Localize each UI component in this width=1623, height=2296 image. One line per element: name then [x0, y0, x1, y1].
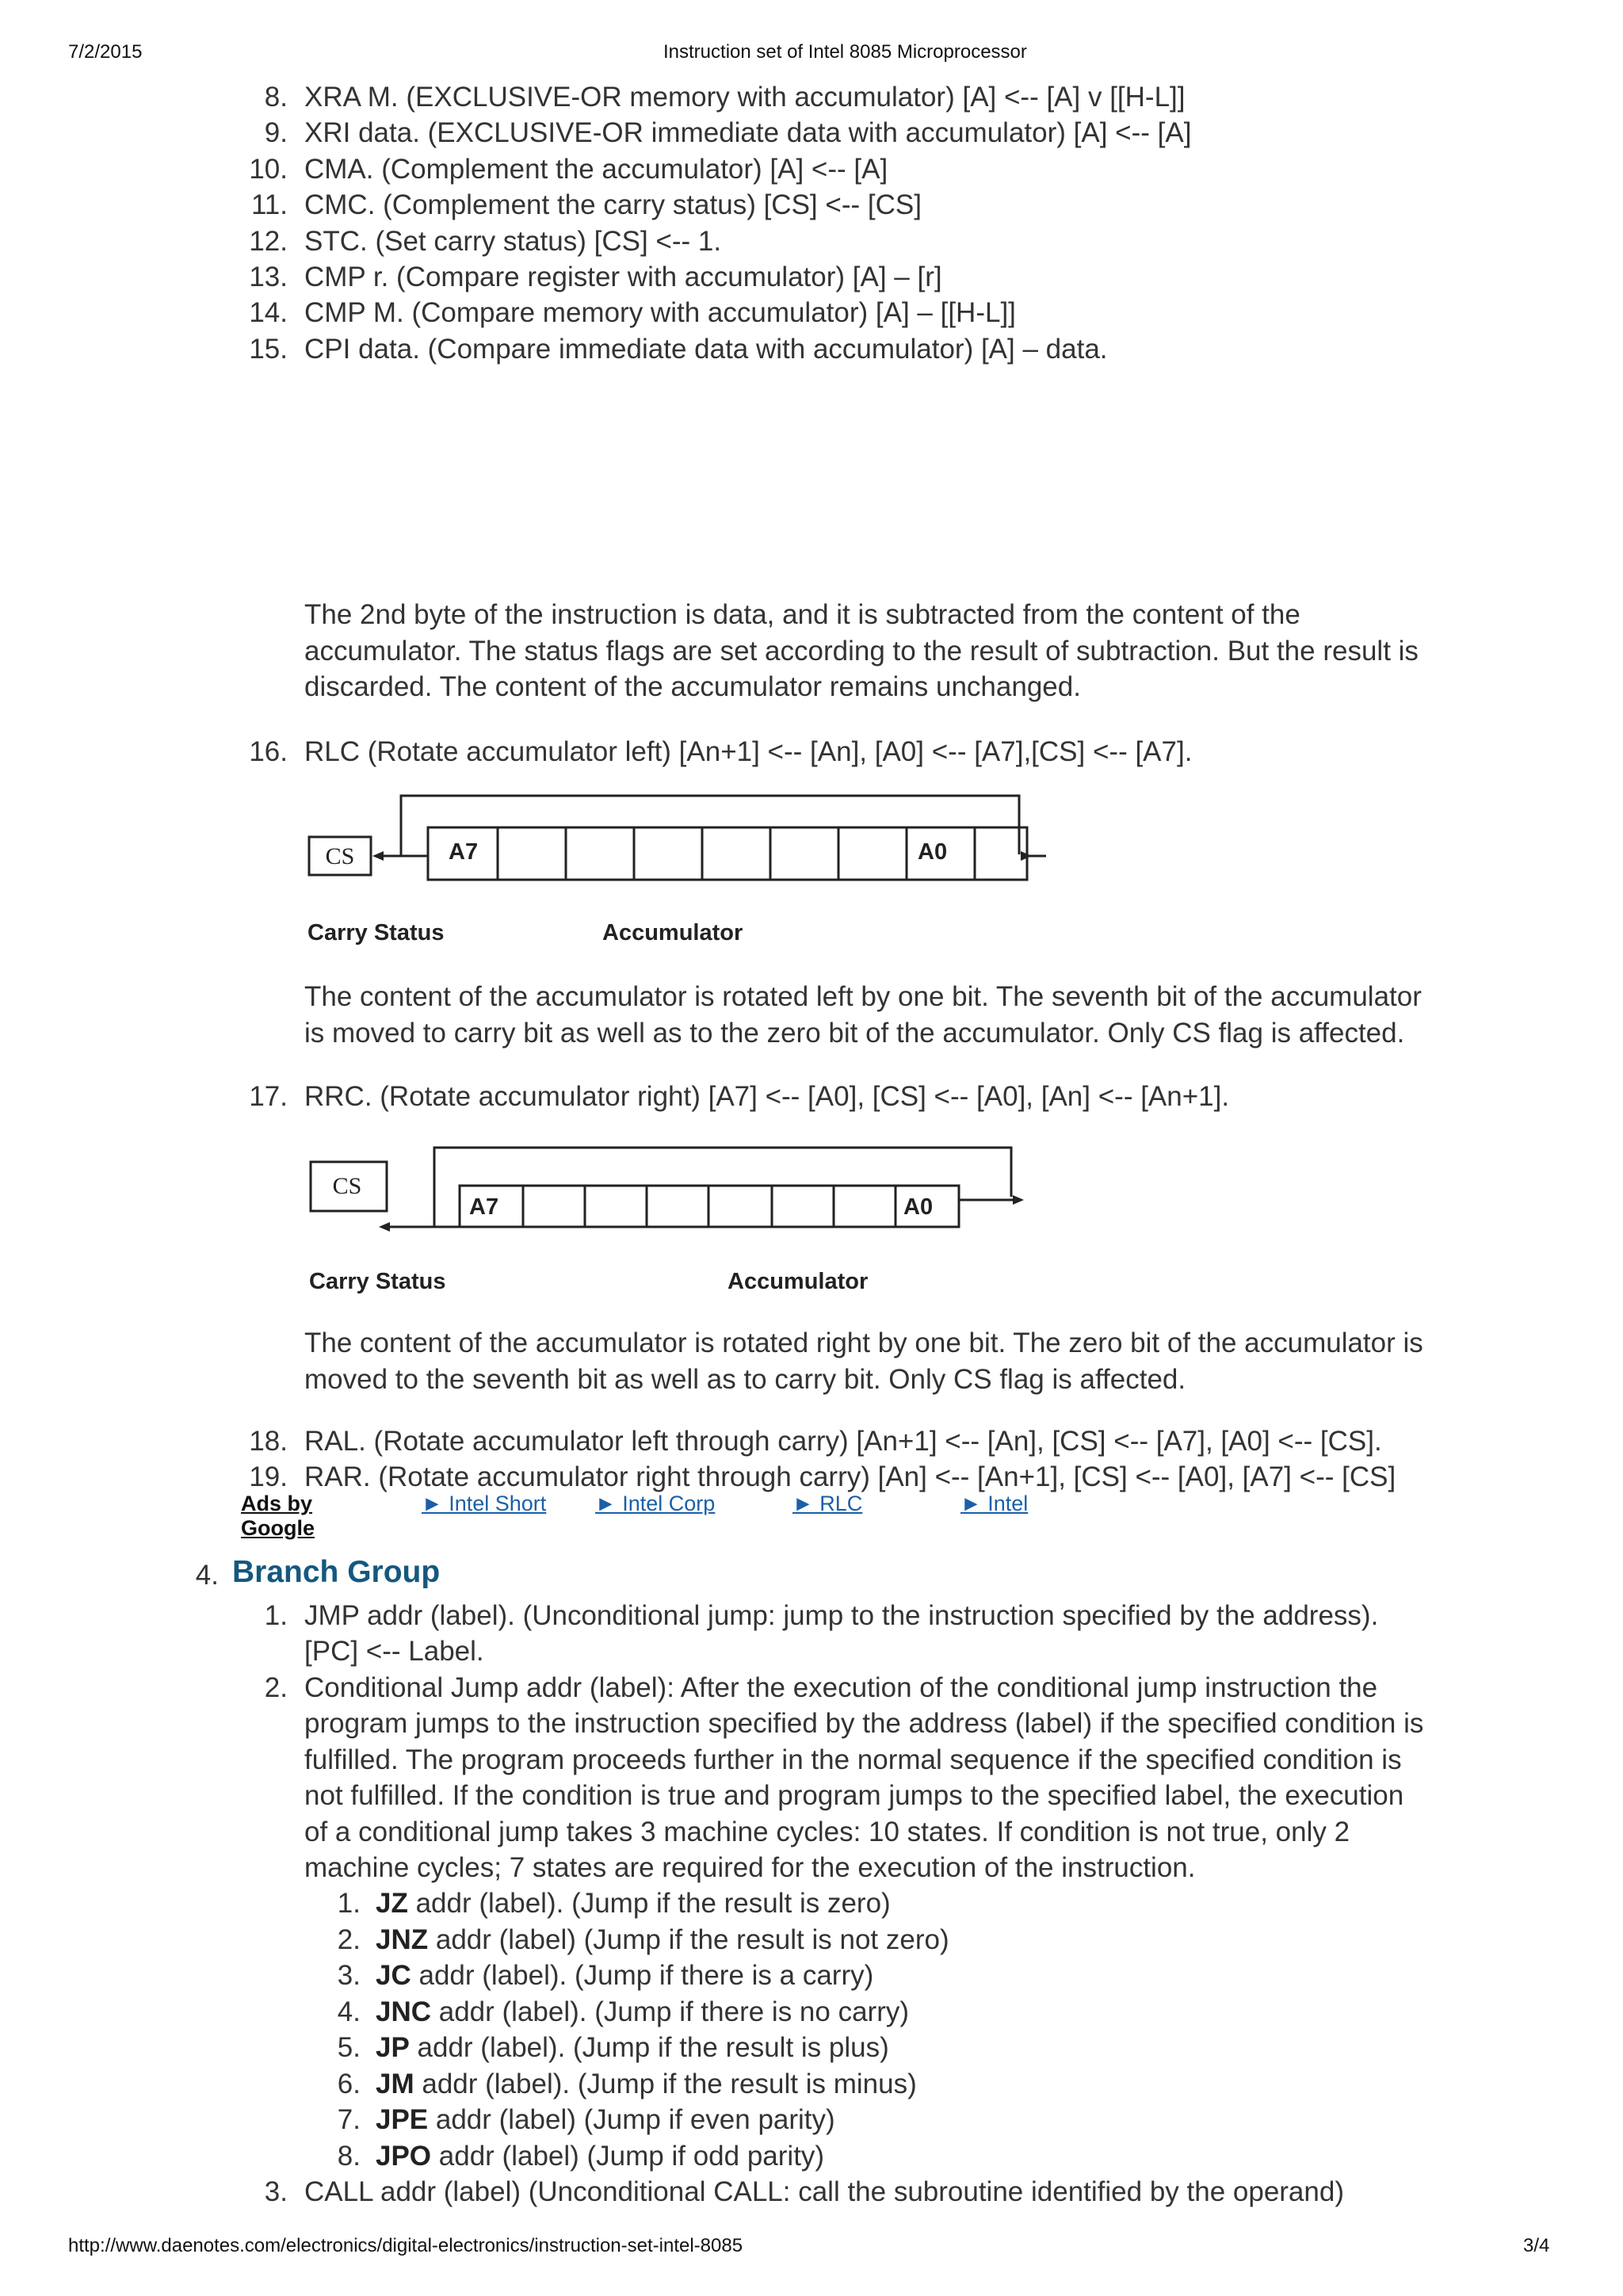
item-text: [PC] <-- Label. [304, 1636, 484, 1667]
item-number: 2. [264, 1672, 288, 1703]
item-text: CMP r. (Compare register with accumulator) [A] – [r] [304, 262, 942, 292]
page-title: Instruction set of Intel 8085 Microprocessor [663, 41, 1027, 63]
ad-link-intel[interactable]: ► Intel [960, 1492, 1029, 1515]
rlc-diagram [301, 793, 1046, 951]
conditional-jump-description: Conditional Jump addr (label): After the execution of the conditional jump instruction the program jumps to the instruction specified by the address (label) if the specified condition is fulfilled. The program proceeds further in the normal sequence if the specified condition is not fulfilled. If the condition is true and program jumps to the specified label, the execution of a conditional jump takes 3 machine cycles: 10 states. If condition is not true, only 2 machine cycles; 7 states are required for the execution of the instruction. [304, 1672, 1424, 1884]
item-number: 9. [264, 117, 288, 148]
rrc-a7-label: A7 [469, 1194, 499, 1220]
item-text: JMP addr (label). (Unconditional jump: jump to the instruction specified by the address). [304, 1600, 1379, 1631]
item-text: RAR. (Rotate accumulator right through carry) [An] <-- [An+1], [CS] <-- [A0], [A7] <-- [CS] [304, 1461, 1396, 1492]
item-text: XRI data. (EXCLUSIVE-OR immediate data with accumulator) [A] <-- [A] [304, 117, 1192, 148]
item-number: 10. [249, 154, 288, 185]
rlc-a0-label: A0 [918, 839, 948, 865]
rrc-diagram [301, 1141, 1046, 1300]
rlc-accumulator-label: Accumulator [602, 920, 743, 946]
item-number: 3. [264, 2176, 288, 2207]
rrc-description: The content of the accumulator is rotated right by one bit. The zero bit of the accumulator is moved to the seventh bit as well as to carry bit. Only CS flag is affected. [304, 1328, 1423, 1395]
ad-link-intel-short[interactable]: ► Intel Short [422, 1492, 547, 1515]
item-number: 12. [249, 226, 288, 257]
item-number: 16. [249, 736, 288, 767]
item-number: 19. [249, 1461, 288, 1492]
item-text: CMP M. (Compare memory with accumulator) [A] – [[H-L]] [304, 297, 1016, 328]
print-date: 7/2/2015 [68, 41, 143, 63]
item-number: 15. [249, 334, 288, 365]
ad-link-rlc[interactable]: ► RLC [792, 1492, 863, 1515]
item-text: STC. (Set carry status) [CS] <-- 1. [304, 226, 722, 257]
item-text: CALL addr (label) (Unconditional CALL: call the subroutine identified by the operand) [304, 2176, 1344, 2207]
item-text: CPI data. (Compare immediate data with accumulator) [A] – data. [304, 334, 1108, 365]
section-heading: Branch Group [232, 1555, 441, 1589]
rlc-cs-label: CS [325, 843, 355, 869]
footer-url: http://www.daenotes.com/electronics/digital-electronics/instruction-set-intel-8085 [68, 2235, 743, 2256]
rlc-description: The content of the accumulator is rotated left by one bit. The seventh bit of the accumulator is moved to carry bit as well as to the zero bit of the accumulator. Only CS flag is affected. [304, 981, 1422, 1049]
rlc-a7-label: A7 [449, 839, 479, 865]
ads-by-google-link[interactable]: Ads by Google [241, 1492, 315, 1540]
rrc-a0-label: A0 [903, 1194, 934, 1220]
item-number: 1. [264, 1600, 288, 1631]
section-number: 4. [195, 1560, 219, 1591]
item-text: RRC. (Rotate accumulator right) [A7] <-- [A0], [CS] <-- [A0], [An] <-- [An+1]. [304, 1081, 1230, 1112]
item-number: 13. [249, 262, 288, 292]
item-number: 14. [249, 297, 288, 328]
rrc-accumulator-label: Accumulator [727, 1269, 869, 1294]
item-number: 8. [264, 82, 288, 113]
item-number: 18. [249, 1426, 288, 1457]
item-text: RAL. (Rotate accumulator left through carry) [An+1] <-- [An], [CS] <-- [A7], [A0] <-- [CS]. [304, 1426, 1382, 1457]
item-number: 11. [250, 189, 288, 220]
item-text: XRA M. (EXCLUSIVE-OR memory with accumulator) [A] <-- [A] v [[H-L]] [304, 82, 1186, 113]
rrc-cs-label: CS [332, 1173, 362, 1199]
item-text: CMA. (Complement the accumulator) [A] <-- [A] [304, 154, 888, 185]
rrc-carry-status-label: Carry Status [309, 1269, 446, 1294]
rlc-carry-status-label: Carry Status [307, 920, 445, 946]
cpi-description: The 2nd byte of the instruction is data, and it is subtracted from the content of the accumulator. The status flags are set according to the result of subtraction. But the result is discarded. The content of the accumulator remains unchanged. [304, 599, 1419, 702]
item-number: 17. [249, 1081, 288, 1112]
page-number: 3/4 [1523, 2235, 1550, 2256]
item-text: RLC (Rotate accumulator left) [An+1] <-- [An], [A0] <-- [A7],[CS] <-- [A7]. [304, 736, 1193, 767]
ad-link-intel-corp[interactable]: ► Intel Corp [595, 1492, 716, 1515]
item-text: CMC. (Complement the carry status) [CS] <-- [CS] [304, 189, 922, 220]
